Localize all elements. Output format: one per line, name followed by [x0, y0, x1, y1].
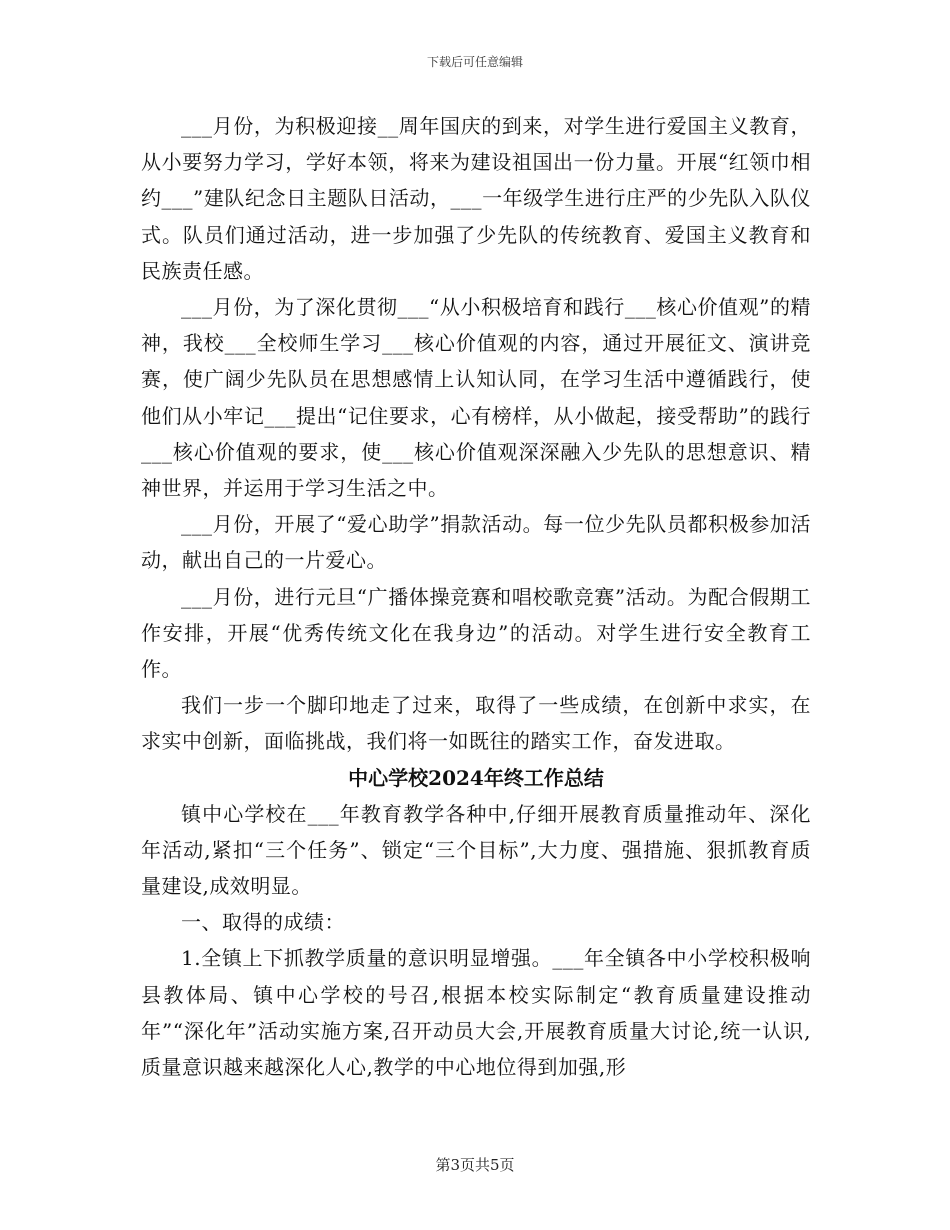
document-body — [141, 108, 811, 1085]
section-title: 中心学校2024年终工作总结 — [348, 765, 604, 790]
paragraph-new-year-activities: ___月份，进行元旦“广播体操竞赛和唱校歌竞赛”活动。为配合假期工作安排，开展“优秀传统文化在我身边”的活动。对学生进行安全教育工作。 — [141, 584, 811, 682]
paragraph-conclusion: 我们一步一个脚印地走了过来，取得了一些成绩，在创新中求实，在求实中创新，面临挑战，我们将一如既往的踏实工作，奋发进取。 — [141, 693, 811, 754]
page-header: 下载后可任意编辑 — [426, 55, 523, 69]
paragraph-charity-donation: ___月份，开展了“爱心助学”捐款活动。每一位少先队员都积极参加活动，献出自己的一片爱心。 — [141, 512, 811, 573]
paragraph-achievement-1: 1.全镇上下抓教学质量的意识明显增强。___年全镇各中小学校积极响县教体局、镇中心学校的号召,根据本校实际制定“教育质量建设推动年”“深化年”活动实施方案,召开动员大会,开展教育质量大讨论,统一认识,质量意识越来越深化人心,教学的中心地位得到加强,形 — [141, 946, 811, 1080]
paragraph-intro: 镇中心学校在___年教育教学各种中,仔细开展教育质量推动年、深化年活动,紧扣“三个任务”、锁定“三个目标”,大力度、强措施、狠抓教育质量建设,成效明显。 — [141, 801, 811, 899]
paragraph-core-values: ___月份，为了深化贯彻___“从小积极培育和践行___核心价值观”的精神，我校___全校师生学习___核心价值观的内容，通过开展征文、演讲竞赛，使广阔少先队员在思想感情上认知认同，在学习生活中遵循践行，使他们从小牢记___提出“记住要求，心有榜样，从小做起，接受帮助”的践行___核心价值观的要求，使___核心价值观深深融入少先队的思想意识、精神世界，并运用于学习生活之中。 — [141, 295, 811, 501]
paragraph-october-activities: ___月份，为积极迎接__周年国庆的到来，对学生进行爱国主义教育，从小要努力学习，学好本领，将来为建设祖国出一份力量。开展“红领巾相约___”建队纪念日主题队日活动，___一年级学生进行庄严的少先队入队仪式。队员们通过活动，进一步加强了少先队的传统教育、爱国主义教育和民族责任感。 — [141, 114, 811, 283]
heading-achievements: 一、取得的成绩： — [181, 910, 345, 935]
page-number: 第3页共5页 — [435, 1156, 515, 1174]
